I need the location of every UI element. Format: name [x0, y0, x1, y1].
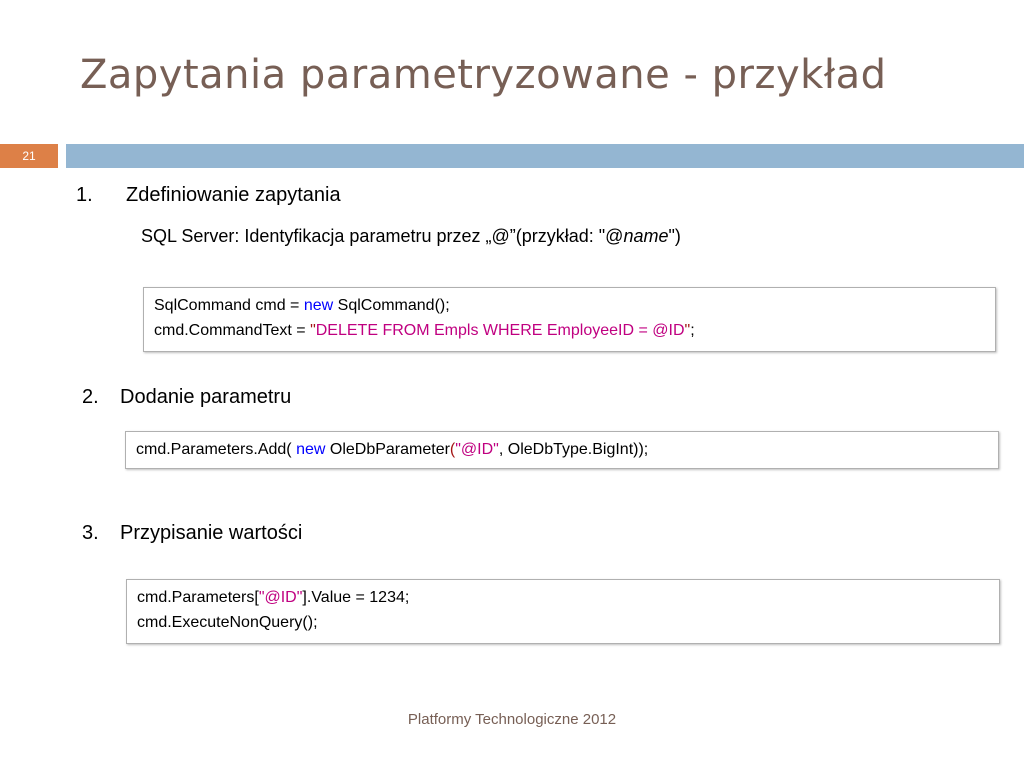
code-keyword: new	[303, 297, 334, 314]
code-keyword: new	[296, 441, 326, 458]
header-bar	[66, 144, 1024, 168]
code-line	[137, 610, 989, 635]
slide-footer: Platformy Technologiczne 2012	[407, 711, 617, 728]
step-2-number: 2.	[82, 386, 99, 408]
code-text: ].Value = 1234;	[302, 589, 410, 606]
code-text: ;	[690, 322, 695, 339]
code-text: cmd.ExecuteNonQuery();	[137, 614, 318, 631]
code-text: cmd.Parameters.Add(	[136, 441, 297, 458]
code-text: , OleDbType.BigInt));	[498, 441, 649, 458]
code-quote: "	[310, 322, 316, 339]
code-line	[154, 293, 985, 318]
step-1-number: 1.	[76, 184, 93, 206]
code-string: DELETE FROM Empls WHERE EmployeeID = @ID	[315, 322, 685, 339]
code-string: "@ID"	[258, 589, 303, 606]
code-line	[154, 318, 985, 343]
step-3-label: Przypisanie wartości	[120, 522, 303, 544]
step-3	[82, 522, 302, 545]
step-2	[82, 386, 291, 409]
code-box-2	[125, 431, 999, 469]
code-string: "@ID"	[455, 441, 499, 458]
code-text: SqlCommand();	[333, 297, 450, 314]
step-1-note	[141, 226, 681, 247]
code-text: cmd.Parameters[	[137, 589, 259, 606]
page-number: 21	[0, 144, 58, 168]
code-box-1	[143, 287, 996, 352]
step-1-label: Zdefiniowanie zapytania	[126, 184, 341, 206]
code-paren: (	[449, 441, 456, 458]
step-2-label: Dodanie parametru	[120, 386, 292, 408]
code-line	[137, 585, 989, 610]
code-text: cmd.CommandText =	[154, 322, 311, 339]
step-1-note-italic: name	[623, 226, 669, 246]
code-box-3	[126, 579, 1000, 644]
code-text: OleDbParameter	[325, 441, 450, 458]
step-1-note-prefix: SQL Server: Identyfikacja parametru przez „@”(przykład: "@	[141, 226, 624, 246]
code-line	[136, 437, 988, 462]
step-1-note-suffix: ")	[668, 226, 681, 246]
step-3-number: 3.	[82, 522, 99, 544]
slide-title: Zapytania parametryzowane - przykład	[80, 52, 887, 98]
step-1	[76, 184, 341, 207]
code-text: SqlCommand cmd =	[154, 297, 304, 314]
code-quote: "	[684, 322, 691, 339]
